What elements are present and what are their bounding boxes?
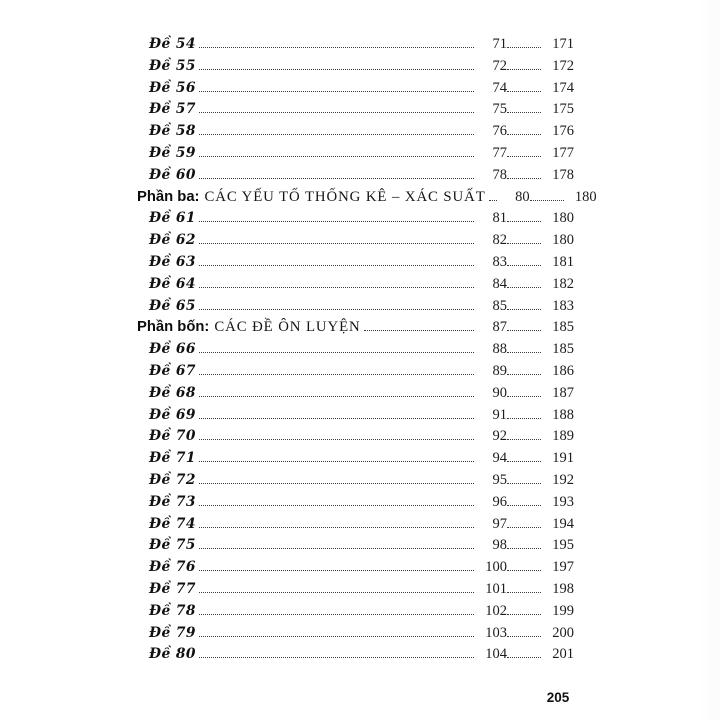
toc-item-label: Đề 65	[149, 297, 196, 314]
page-col-2: 189	[552, 428, 574, 445]
toc-item-row	[137, 559, 574, 581]
dot-leader	[507, 351, 541, 353]
dot-leader	[507, 460, 541, 462]
dot-leader	[199, 438, 474, 440]
dot-leader	[507, 438, 541, 440]
dot-leader	[507, 417, 541, 419]
toc-item-row	[137, 36, 574, 58]
toc-item-label: Đề 70	[149, 428, 196, 445]
toc-item-row	[137, 450, 574, 472]
page-number: 205	[546, 690, 570, 705]
dot-leader	[507, 569, 541, 571]
page-col-1: 78	[492, 166, 507, 183]
dot-leader	[507, 526, 541, 528]
dot-leader	[199, 373, 474, 375]
dot-leader	[507, 264, 541, 266]
toc-section-row	[137, 319, 574, 341]
page-col-1: 102	[485, 602, 507, 619]
toc-item-row	[137, 494, 574, 516]
page-col-2: 178	[552, 166, 574, 183]
dot-leader	[199, 155, 474, 157]
dot-leader	[199, 90, 474, 92]
page-col-1: 76	[492, 123, 507, 140]
section-prefix: Phần ba:	[137, 188, 200, 205]
page-col-2: 186	[552, 362, 574, 379]
dot-leader	[199, 133, 474, 135]
page-col-2: 197	[552, 559, 574, 576]
toc-item-label: Đề 64	[149, 275, 196, 292]
page-col-2: 177	[552, 144, 574, 161]
toc-item-row	[137, 101, 574, 123]
page-col-2: 180	[552, 232, 574, 249]
dot-leader	[199, 482, 474, 484]
toc-item-row	[137, 363, 574, 385]
dot-leader	[199, 395, 474, 397]
page-col-1: 100	[485, 559, 507, 576]
toc-item-row	[137, 254, 574, 276]
dot-leader	[507, 656, 541, 658]
page-col-1: 75	[492, 101, 507, 118]
dot-leader	[507, 46, 541, 48]
page-col-1: 74	[492, 79, 507, 96]
page-col-2: 198	[552, 580, 574, 597]
dot-leader	[507, 133, 541, 135]
page-col-1: 104	[485, 646, 507, 663]
toc-section-label	[137, 189, 486, 206]
page-col-1: 77	[492, 144, 507, 161]
page-col-1: 88	[492, 341, 507, 358]
dot-leader	[507, 308, 541, 310]
toc-item-row	[137, 58, 574, 80]
toc-item-label: Đề 61	[149, 210, 196, 227]
dot-leader	[199, 68, 474, 70]
toc-item-label: Đề 60	[149, 166, 196, 183]
dot-leader	[507, 504, 541, 506]
page-col-2: 174	[552, 79, 574, 96]
dot-leader	[507, 373, 541, 375]
toc-item-label: Đề 74	[149, 515, 196, 532]
toc-item-row	[137, 210, 574, 232]
dot-leader	[507, 220, 541, 222]
dot-leader	[199, 46, 474, 48]
dot-leader	[507, 68, 541, 70]
page-col-2: 172	[552, 57, 574, 74]
page-col-2: 175	[552, 101, 574, 118]
dot-leader	[507, 242, 541, 244]
dot-leader	[507, 286, 541, 288]
dot-leader	[507, 177, 541, 179]
toc-item-row	[137, 407, 574, 429]
toc-item-label: Đề 67	[149, 362, 196, 379]
toc-item-label: Đề 78	[149, 602, 196, 619]
page-col-1: 97	[492, 515, 507, 532]
dot-leader	[199, 591, 474, 593]
toc-item-row	[137, 232, 574, 254]
dot-leader	[199, 656, 474, 658]
toc-item-row	[137, 145, 574, 167]
toc-item-label: Đề 57	[149, 101, 196, 118]
toc-item-label: Đề 62	[149, 232, 196, 249]
toc-item-row	[137, 472, 574, 494]
toc-item-label: Đề 68	[149, 384, 196, 401]
toc-item-row	[137, 385, 574, 407]
page-col-2: 192	[552, 471, 574, 488]
page-col-1: 94	[492, 450, 507, 467]
page-col-1: 87	[492, 319, 507, 336]
toc-item-label: Đề 54	[149, 36, 196, 52]
toc-item-label: Đề 66	[149, 341, 196, 358]
page-col-1: 85	[492, 297, 507, 314]
page-col-1: 81	[492, 210, 507, 227]
page-col-1: 90	[492, 384, 507, 401]
toc-item-label: Đề 56	[149, 79, 196, 96]
page-col-1: 72	[492, 57, 507, 74]
dot-leader	[507, 111, 541, 113]
page-col-2: 200	[552, 624, 574, 641]
toc-item-row	[137, 646, 574, 668]
dot-leader	[199, 460, 474, 462]
dot-leader	[507, 155, 541, 157]
page-col-2: 171	[552, 36, 574, 52]
toc-item-row	[137, 123, 574, 145]
dot-leader	[199, 547, 474, 549]
page-col-2: 180	[574, 188, 597, 205]
toc-item-label: Đề 63	[149, 253, 196, 270]
dot-leader	[199, 264, 474, 266]
page-col-1: 103	[485, 624, 507, 641]
dot-leader	[199, 242, 474, 244]
toc-item-row	[137, 298, 574, 320]
dot-leader	[199, 351, 474, 353]
dot-leader	[507, 591, 541, 593]
toc-section-label	[137, 319, 361, 336]
page-col-1: 84	[492, 275, 507, 292]
toc-item-row	[137, 537, 574, 559]
toc-item-row	[137, 603, 574, 625]
page-col-1: 96	[492, 493, 507, 510]
page-col-2: 185	[552, 341, 574, 358]
dot-leader	[507, 90, 541, 92]
page-col-1: 92	[492, 428, 507, 445]
page-col-1: 95	[492, 471, 507, 488]
toc-item-label: Đề 80	[149, 646, 196, 663]
dot-leader	[364, 329, 474, 331]
page-col-1: 83	[492, 253, 507, 270]
page-col-1: 89	[492, 362, 507, 379]
toc-item-label: Đề 75	[149, 537, 196, 554]
dot-leader	[507, 482, 541, 484]
page-col-1: 82	[492, 232, 507, 249]
page-col-2: 176	[552, 123, 574, 140]
dot-leader	[507, 613, 541, 615]
page-col-1: 71	[492, 36, 507, 52]
page-col-2: 185	[552, 319, 574, 336]
toc-item-row	[137, 428, 574, 450]
section-title: CÁC ĐỀ ÔN LUYỆN	[214, 319, 361, 336]
page-col-2: 194	[552, 515, 574, 532]
dot-leader	[199, 569, 474, 571]
dot-leader	[199, 504, 474, 506]
dot-leader	[199, 286, 474, 288]
dot-leader	[199, 220, 474, 222]
toc-item-label: Đề 69	[149, 406, 196, 423]
page-col-2: 201	[552, 646, 574, 663]
toc-item-row	[137, 625, 574, 647]
dot-leader	[507, 547, 541, 549]
dot-leader	[507, 329, 541, 331]
page-col-2: 193	[552, 493, 574, 510]
dot-leader	[199, 111, 474, 113]
toc-item-label: Đề 55	[149, 57, 196, 74]
toc-item-row	[137, 516, 574, 538]
dot-leader	[530, 199, 564, 201]
page-col-1: 80	[515, 188, 530, 205]
toc-item-label: Đề 59	[149, 144, 196, 161]
toc-item-row	[137, 276, 574, 298]
page-col-2: 180	[552, 210, 574, 227]
section-prefix: Phần bốn:	[137, 319, 210, 336]
page-col-1: 91	[492, 406, 507, 423]
toc-item-label: Đề 76	[149, 559, 196, 576]
dot-leader	[199, 177, 474, 179]
page-col-2: 188	[552, 406, 574, 423]
toc-list	[137, 36, 597, 668]
toc-item-row	[137, 341, 574, 363]
page-col-1: 101	[485, 580, 507, 597]
page-col-2: 195	[552, 537, 574, 554]
page-col-2: 182	[552, 275, 574, 292]
toc-item-label: Đề 73	[149, 493, 196, 510]
toc-item-label: Đề 58	[149, 123, 196, 140]
dot-leader	[199, 417, 474, 419]
toc-item-row	[137, 167, 574, 189]
dot-leader	[489, 199, 497, 201]
dot-leader	[199, 613, 474, 615]
page-col-2: 191	[552, 450, 574, 467]
toc-item-label: Đề 71	[149, 450, 196, 467]
dot-leader	[507, 395, 541, 397]
page-col-2: 187	[552, 384, 574, 401]
toc-section-row	[137, 188, 597, 211]
section-title: CÁC YẾU TỐ THỐNG KÊ – XÁC SUẤT	[204, 188, 486, 205]
toc-item-row	[137, 581, 574, 603]
page-col-2: 181	[552, 253, 574, 270]
dot-leader	[199, 526, 474, 528]
toc-item-label: Đề 77	[149, 580, 196, 597]
page-col-2: 199	[552, 602, 574, 619]
dot-leader	[507, 635, 541, 637]
toc-item-row	[137, 80, 574, 102]
toc-item-label: Đề 79	[149, 624, 196, 641]
toc-item-label: Đề 72	[149, 471, 196, 488]
dot-leader	[199, 308, 474, 310]
page-col-1: 98	[492, 537, 507, 554]
dot-leader	[199, 635, 474, 637]
page-col-2: 183	[552, 297, 574, 314]
